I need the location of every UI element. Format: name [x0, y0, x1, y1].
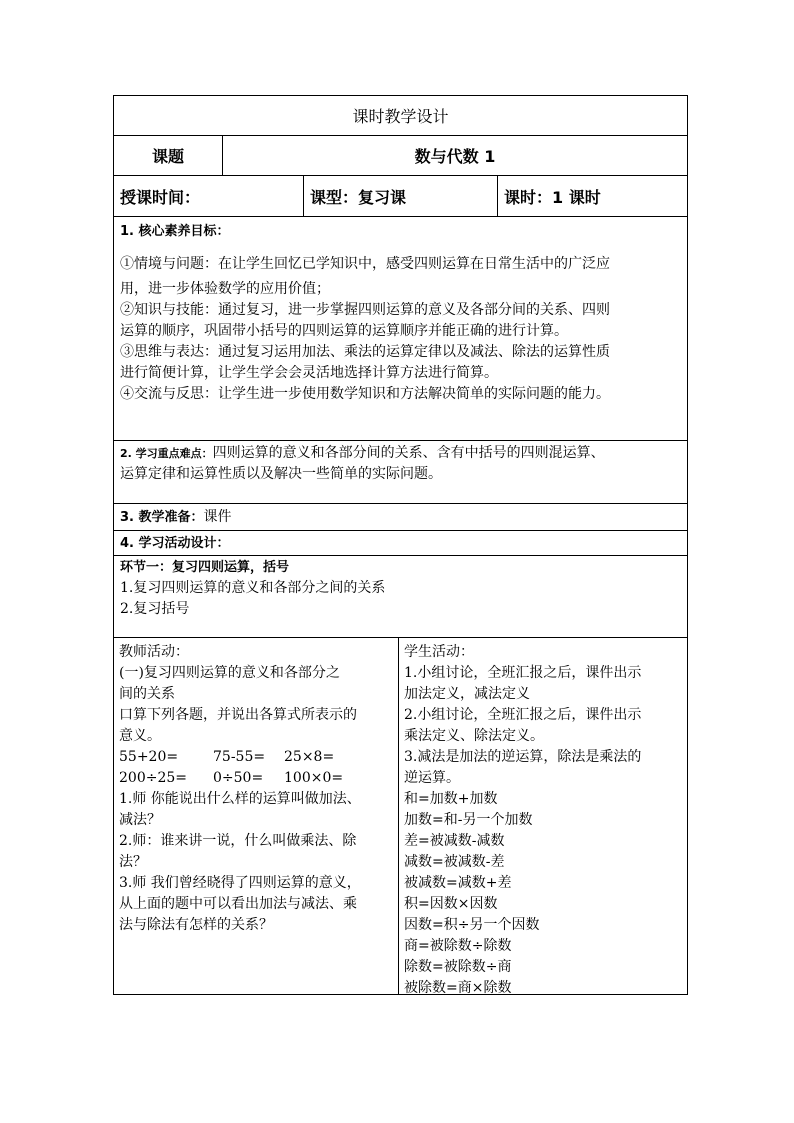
- arithmetic-item: 0÷50=: [213, 770, 264, 786]
- goal-line: ①情境与问题：在让学生回忆已学知识中，感受四则运算在日常生活中的广泛应: [120, 256, 610, 272]
- link-one-item: 2.复习括号: [120, 601, 190, 617]
- teacher-line: 口算下列各题，并说出各算式所表示的: [119, 707, 357, 723]
- keypoints-heading: 2. 学习重点难点：: [120, 447, 213, 460]
- lesson-plan-table: [113, 95, 688, 995]
- keypoints-text-2: 运算定律和运算性质以及解决一些简单的实际问题。: [120, 466, 442, 482]
- student-line: 1.小组讨论，全班汇报之后，课件出示: [404, 665, 642, 681]
- student-line: 差=被减数-减数: [404, 833, 505, 849]
- meta-row: [114, 176, 687, 217]
- student-line: 2.小组讨论，全班汇报之后，课件出示: [404, 707, 642, 723]
- student-line: 被减数=减数+差: [404, 875, 512, 891]
- activities-row: [114, 638, 687, 994]
- activity-design-heading: 4. 学习活动设计：: [120, 536, 230, 551]
- arithmetic-row: [119, 747, 393, 768]
- core-goals-heading: 1. 核心素养目标：: [120, 224, 230, 239]
- student-line: 学生活动：: [404, 644, 474, 660]
- goal-line: 进行简便计算，让学生学会会灵活地选择计算方法进行简算。: [120, 365, 498, 381]
- link-one-item: 1.复习四则运算的意义和各部分之间的关系: [120, 580, 386, 596]
- preparation-heading: 3. 教学准备：: [120, 510, 204, 525]
- student-line: 减数=被减数-差: [404, 854, 505, 870]
- arithmetic-item: 25×8=: [284, 749, 335, 765]
- lesson-hours-label: 课时：1 课时: [504, 187, 601, 207]
- student-line: 和=加数+加数: [404, 791, 498, 807]
- topic-row: [114, 136, 687, 176]
- student-line: 3.减法是加法的逆运算，除法是乘法的: [404, 749, 642, 765]
- link-one-heading: 环节一：复习四则运算，括号: [120, 560, 290, 575]
- student-line: 积=因数×因数: [404, 896, 498, 912]
- arithmetic-row: [119, 768, 393, 789]
- teaching-time-label: 授课时间：: [114, 176, 304, 216]
- link-one-section: [114, 556, 687, 638]
- arithmetic-item: 100×0=: [284, 770, 344, 786]
- goal-line: ②知识与技能：通过复习，进一步掌握四则运算的意义及各部分间的关系、四则: [120, 302, 610, 318]
- student-line: 加数=和-另一个加数: [404, 812, 533, 828]
- student-line: 逆运算。: [404, 770, 460, 786]
- activity-design-section: [114, 531, 687, 556]
- teacher-line: 2.师：谁来讲一说，什么叫做乘法、除: [119, 833, 357, 849]
- student-line: 除数=被除数÷商: [404, 959, 512, 975]
- student-line: 乘法定义、除法定义。: [404, 728, 544, 744]
- teacher-activity-column: [114, 638, 399, 994]
- teacher-line: 间的关系: [119, 686, 175, 702]
- core-goals-section: [114, 217, 687, 441]
- goal-line: ④交流与反思：让学生进一步使用数学知识和方法解决简单的实际问题的能力。: [120, 386, 610, 402]
- student-line: 加法定义，减法定义: [404, 686, 530, 702]
- goal-line: 运算的顺序，巩固带小括号的四则运算的运算顺序并能正确的进行计算。: [120, 323, 568, 339]
- table-title: 课时教学设计: [114, 96, 687, 136]
- teacher-line: 减法？: [119, 812, 161, 828]
- arithmetic-item: 55+20=: [119, 749, 179, 765]
- keypoints-text: 四则运算的意义和各部分间的关系、含有中括号的四则混运算、: [212, 445, 605, 461]
- preparation-value: 课件: [203, 509, 232, 525]
- goal-line: ③思维与表达：通过复习运用加法、乘法的运算定律以及减法、除法的运算性质: [120, 344, 610, 360]
- teacher-line: 1.师 你能说出什么样的运算叫做加法、: [119, 791, 361, 807]
- teacher-line: 教师活动：: [119, 644, 189, 660]
- student-activity-column: [399, 638, 687, 994]
- teacher-line: 法与除法有怎样的关系？: [119, 917, 273, 933]
- keypoints-section: [114, 441, 687, 504]
- student-line: 因数=积÷另一个因数: [404, 917, 540, 933]
- lesson-type-label: 课型：复习课: [304, 176, 498, 216]
- arithmetic-item: 75-55=: [213, 749, 266, 765]
- arithmetic-item: 200÷25=: [119, 770, 187, 786]
- teacher-line: (一)复习四则运算的意义和各部分之: [119, 665, 340, 681]
- preparation-section: [114, 504, 687, 531]
- topic-value: 数与代数 1: [414, 147, 496, 166]
- student-line: 被除数=商×除数: [404, 980, 512, 996]
- teacher-line: 3.师 我们曾经晓得了四则运算的意义，: [119, 875, 361, 891]
- teacher-line: 法？: [119, 854, 147, 870]
- student-line: 商=被除数÷除数: [404, 938, 512, 954]
- teacher-line: 意义。: [119, 728, 161, 744]
- goal-line: 用，进一步体验数学的应用价值；: [120, 281, 330, 297]
- topic-label: 课题: [114, 136, 223, 175]
- teacher-line: 从上面的题中可以看出加法与减法、乘: [119, 896, 357, 912]
